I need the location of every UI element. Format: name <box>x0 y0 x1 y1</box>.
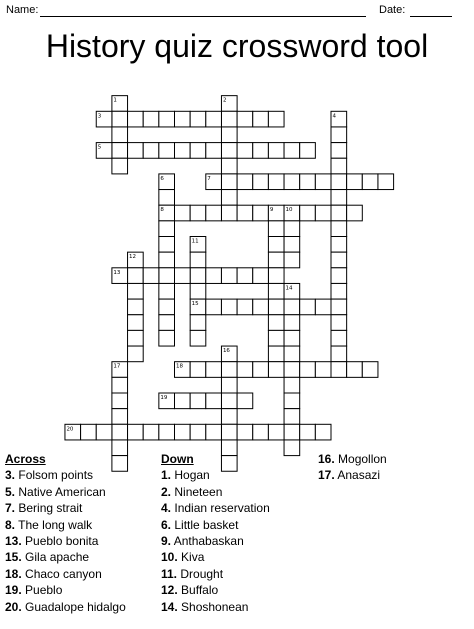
grid-cell[interactable] <box>268 283 284 299</box>
clue-text: Anasazi <box>337 468 381 483</box>
grid-cell[interactable] <box>300 299 316 315</box>
grid-cell[interactable] <box>237 174 253 190</box>
grid-cell[interactable] <box>253 205 269 221</box>
grid-cell[interactable] <box>206 111 222 127</box>
grid-cell[interactable] <box>253 424 269 440</box>
grid-cell[interactable] <box>159 299 175 315</box>
grid-cell[interactable] <box>112 409 128 425</box>
grid-cell[interactable] <box>128 111 144 127</box>
grid-cell[interactable] <box>159 111 175 127</box>
grid-cell[interactable] <box>268 299 284 315</box>
grid-cell[interactable] <box>221 377 237 393</box>
grid-cell[interactable] <box>268 362 284 378</box>
clue-item <box>5 582 126 598</box>
clue-text: Little basket <box>174 517 239 532</box>
grid-cell[interactable] <box>237 143 253 159</box>
grid-cell[interactable] <box>362 362 378 378</box>
clue-text: Chaco canyon <box>25 566 102 581</box>
clue-text: Indian reservation <box>174 501 270 516</box>
cell-number: 5 <box>97 144 102 151</box>
grid-cell[interactable] <box>190 111 206 127</box>
grid-cell[interactable] <box>268 237 284 253</box>
clue-text: Kiva <box>181 550 205 565</box>
cell-number: 20 <box>66 426 74 433</box>
grid-cell[interactable] <box>378 174 394 190</box>
grid-cell[interactable] <box>300 362 316 378</box>
clue-item <box>5 533 126 549</box>
clue-item <box>161 500 270 516</box>
grid-cell[interactable] <box>347 205 363 221</box>
grid-cell[interactable] <box>221 205 237 221</box>
grid-cell[interactable] <box>237 268 253 284</box>
clue-item <box>318 451 387 467</box>
clue-number: 14. <box>161 599 178 614</box>
grid-cell[interactable] <box>159 237 175 253</box>
grid-cell[interactable] <box>331 299 347 315</box>
grid-cell[interactable] <box>128 346 144 362</box>
grid-cell[interactable] <box>128 315 144 331</box>
grid-cell[interactable] <box>268 174 284 190</box>
grid-cell[interactable] <box>221 409 237 425</box>
clue-item <box>161 484 270 500</box>
grid-cell[interactable] <box>128 330 144 346</box>
grid-cell[interactable] <box>268 424 284 440</box>
grid-cell[interactable] <box>331 158 347 174</box>
clue-text: Nineteen <box>174 484 223 499</box>
grid-cell[interactable] <box>206 268 222 284</box>
clue-item <box>318 467 387 483</box>
grid-cell[interactable] <box>206 424 222 440</box>
grid-cell[interactable] <box>221 190 237 206</box>
grid-cell[interactable] <box>253 174 269 190</box>
grid-cell[interactable] <box>331 174 347 190</box>
grid-cell[interactable] <box>190 424 206 440</box>
grid-cell[interactable] <box>315 174 331 190</box>
grid-cell[interactable] <box>175 143 191 159</box>
grid-cell[interactable] <box>221 127 237 143</box>
clue-item <box>161 549 270 565</box>
grid-cell[interactable] <box>347 174 363 190</box>
grid-cell[interactable] <box>112 393 128 409</box>
grid-cell[interactable] <box>175 393 191 409</box>
grid-cell[interactable] <box>284 174 300 190</box>
grid-cell[interactable] <box>190 143 206 159</box>
grid-cell[interactable] <box>268 221 284 237</box>
grid-cell[interactable] <box>175 268 191 284</box>
grid-cell[interactable] <box>347 362 363 378</box>
across-heading: Across <box>5 452 46 466</box>
clue-item <box>161 517 270 533</box>
clue-number: 9. <box>161 534 172 549</box>
grid-cell[interactable] <box>268 268 284 284</box>
clue-item <box>5 599 126 615</box>
cell-number: 16 <box>222 348 230 355</box>
clue-item <box>161 467 270 483</box>
grid-cell[interactable] <box>112 127 128 143</box>
page-title: History quiz crossword tool <box>45 28 429 64</box>
grid-cell[interactable] <box>159 190 175 206</box>
clue-number: 16. <box>318 452 335 466</box>
grid-cell[interactable] <box>206 143 222 159</box>
grid-cell[interactable] <box>284 440 300 456</box>
grid-cell[interactable] <box>331 237 347 253</box>
grid-cell[interactable] <box>221 299 237 315</box>
cell-number: 6 <box>160 175 164 182</box>
clue-text: Gila apache <box>25 550 90 565</box>
cell-number: 15 <box>191 301 199 308</box>
clue-text: The long walk <box>18 517 93 532</box>
grid-cell[interactable] <box>159 315 175 331</box>
grid-cell[interactable] <box>331 190 347 206</box>
grid-cell[interactable] <box>237 393 253 409</box>
grid-cell[interactable] <box>315 362 331 378</box>
grid-cell[interactable] <box>300 143 316 159</box>
grid-cell[interactable] <box>175 424 191 440</box>
clue-text: Shoshonean <box>181 599 249 614</box>
clue-text: Hogan <box>174 468 210 483</box>
clue-item <box>5 517 126 533</box>
grid-cell[interactable] <box>237 424 253 440</box>
clue-number: 11. <box>161 566 178 581</box>
grid-cell[interactable] <box>253 143 269 159</box>
grid-cell[interactable] <box>362 174 378 190</box>
cell-number: 17 <box>113 363 121 370</box>
down-clues-continued <box>318 451 387 484</box>
clue-item <box>5 500 126 516</box>
grid-cell[interactable] <box>221 424 237 440</box>
grid-cell[interactable] <box>159 268 175 284</box>
grid-cell[interactable] <box>190 268 206 284</box>
grid-cell[interactable] <box>221 362 237 378</box>
grid-cell[interactable] <box>112 111 128 127</box>
grid-cell[interactable] <box>268 330 284 346</box>
grid-cell[interactable] <box>253 268 269 284</box>
grid-cell[interactable] <box>190 330 206 346</box>
grid-cell[interactable] <box>284 393 300 409</box>
grid-cell[interactable] <box>284 346 300 362</box>
grid-cell[interactable] <box>112 377 128 393</box>
grid-cell[interactable] <box>159 252 175 268</box>
grid-cell[interactable] <box>112 424 128 440</box>
clue-text: Guadalope hidalgo <box>25 599 126 614</box>
grid-cell[interactable] <box>284 362 300 378</box>
clue-number: 7. <box>5 501 16 516</box>
grid-cell[interactable] <box>315 424 331 440</box>
grid-cell[interactable] <box>268 315 284 331</box>
grid-cell[interactable] <box>331 252 347 268</box>
grid-cell[interactable] <box>253 111 269 127</box>
grid-cell[interactable] <box>331 205 347 221</box>
grid-cell[interactable] <box>190 393 206 409</box>
grid-cell[interactable] <box>175 205 191 221</box>
name-label: Name: <box>6 4 39 16</box>
clue-number: 17. <box>318 468 335 483</box>
clue-text: Drought <box>180 566 224 581</box>
grid-cell[interactable] <box>284 143 300 159</box>
grid-cell[interactable] <box>284 330 300 346</box>
grid-cell[interactable] <box>331 268 347 284</box>
grid-cell[interactable] <box>143 111 159 127</box>
cell-number: 4 <box>332 113 336 120</box>
grid-cell[interactable] <box>300 174 316 190</box>
clue-number: 13. <box>5 534 22 549</box>
grid-cell[interactable] <box>331 127 347 143</box>
grid-cell[interactable] <box>206 205 222 221</box>
grid-cell[interactable] <box>143 424 159 440</box>
grid-cell[interactable] <box>190 362 206 378</box>
cell-number: 18 <box>176 363 183 370</box>
clue-number: 8. <box>5 517 16 532</box>
grid-cell[interactable] <box>221 158 237 174</box>
cell-number: 8 <box>160 207 164 214</box>
date-label: Date: <box>379 4 406 16</box>
grid-cell[interactable] <box>159 283 175 299</box>
grid-cell[interactable] <box>81 424 97 440</box>
cell-number: 13 <box>113 269 121 276</box>
grid-cell[interactable] <box>284 409 300 425</box>
grid-cell[interactable] <box>300 205 316 221</box>
clue-number: 1. <box>161 468 172 483</box>
grid-cell[interactable] <box>221 268 237 284</box>
grid-cell[interactable] <box>128 268 144 284</box>
clue-number: 20. <box>5 599 22 614</box>
clue-text: Native American <box>18 484 106 499</box>
grid-cell[interactable] <box>221 143 237 159</box>
grid-cell[interactable] <box>143 268 159 284</box>
grid-cell[interactable] <box>159 330 175 346</box>
grid-cell[interactable] <box>237 362 253 378</box>
clue-text: Pueblo <box>25 583 63 598</box>
cell-number: 10 <box>285 207 293 214</box>
clue-item <box>5 484 126 500</box>
cell-number: 1 <box>113 97 117 104</box>
grid-cell[interactable] <box>284 377 300 393</box>
cell-number: 12 <box>129 254 137 261</box>
clue-text: Mogollon <box>338 452 387 466</box>
grid-cell[interactable] <box>284 299 300 315</box>
cell-number: 19 <box>160 395 168 401</box>
clue-text: Anthabaskan <box>173 534 244 549</box>
grid-cell[interactable] <box>221 393 237 409</box>
clue-text: Bering strait <box>18 501 83 516</box>
clue-text: Folsom points <box>18 468 94 483</box>
grid-cell[interactable] <box>300 424 316 440</box>
grid-cell[interactable] <box>331 143 347 159</box>
grid-cell[interactable] <box>190 252 206 268</box>
grid-cell[interactable] <box>268 143 284 159</box>
grid-cell[interactable] <box>221 174 237 190</box>
grid-cell[interactable] <box>128 143 144 159</box>
grid-cell[interactable] <box>206 299 222 315</box>
grid-cell[interactable] <box>284 221 300 237</box>
cell-number: 14 <box>285 285 293 292</box>
grid-cell[interactable] <box>331 315 347 331</box>
grid-cell[interactable] <box>159 143 175 159</box>
grid-cell[interactable] <box>206 393 222 409</box>
clue-text: Pueblo bonita <box>25 534 99 549</box>
clue-number: 10. <box>161 550 178 565</box>
grid-cell[interactable] <box>253 362 269 378</box>
grid-cell[interactable] <box>331 362 347 378</box>
grid-cell[interactable] <box>128 283 144 299</box>
grid-cell[interactable] <box>175 111 191 127</box>
grid-cell[interactable] <box>128 299 144 315</box>
clue-text: Buffalo <box>181 583 219 598</box>
clue-item <box>5 467 126 483</box>
grid-cell[interactable] <box>315 205 331 221</box>
grid-cell[interactable] <box>190 283 206 299</box>
grid-cell[interactable] <box>284 424 300 440</box>
grid-cell[interactable] <box>268 346 284 362</box>
grid-cell[interactable] <box>253 299 269 315</box>
grid-cell[interactable] <box>268 252 284 268</box>
clue-item <box>5 566 126 582</box>
grid-cell[interactable] <box>159 424 175 440</box>
clue-number: 6. <box>161 517 172 532</box>
grid-cell[interactable] <box>96 424 112 440</box>
grid-cell[interactable] <box>284 252 300 268</box>
grid-cell[interactable] <box>268 111 284 127</box>
grid-cell[interactable] <box>221 111 237 127</box>
grid-cell[interactable] <box>128 424 144 440</box>
grid-cell[interactable] <box>284 237 300 253</box>
grid-cell[interactable] <box>206 362 222 378</box>
clue-number: 5. <box>5 484 16 499</box>
grid-cell[interactable] <box>331 330 347 346</box>
grid-cell[interactable] <box>315 299 331 315</box>
grid-cell[interactable] <box>112 143 128 159</box>
cell-number: 9 <box>269 207 274 214</box>
clue-item <box>161 566 270 582</box>
grid-cell[interactable] <box>112 158 128 174</box>
down-heading: Down <box>161 452 194 466</box>
across-clues <box>5 451 126 615</box>
cell-number: 2 <box>222 97 227 104</box>
grid-cell[interactable] <box>190 205 206 221</box>
clue-item <box>161 533 270 549</box>
clue-number: 3. <box>5 468 16 483</box>
clue-number: 15. <box>5 550 22 565</box>
cell-number: 3 <box>97 113 102 120</box>
grid-cell[interactable] <box>237 205 253 221</box>
grid-cell[interactable] <box>331 283 347 299</box>
grid-cell[interactable] <box>237 299 253 315</box>
cell-number: 7 <box>207 175 211 182</box>
grid-cell[interactable] <box>159 221 175 237</box>
clue-number: 2. <box>161 484 172 499</box>
clue-item <box>5 549 126 565</box>
grid-cell[interactable] <box>190 315 206 331</box>
grid-cell[interactable] <box>143 143 159 159</box>
grid-cell[interactable] <box>331 221 347 237</box>
grid-cell[interactable] <box>284 315 300 331</box>
grid-cell[interactable] <box>237 111 253 127</box>
clue-number: 19. <box>5 583 22 598</box>
cell-number: 11 <box>191 238 199 245</box>
clue-item <box>161 599 270 615</box>
down-clues <box>161 451 270 615</box>
clue-number: 18. <box>5 566 22 581</box>
grid-cell[interactable] <box>331 346 347 362</box>
clue-item <box>161 582 270 598</box>
clue-number: 12. <box>161 583 178 598</box>
clue-number: 4. <box>161 501 172 516</box>
